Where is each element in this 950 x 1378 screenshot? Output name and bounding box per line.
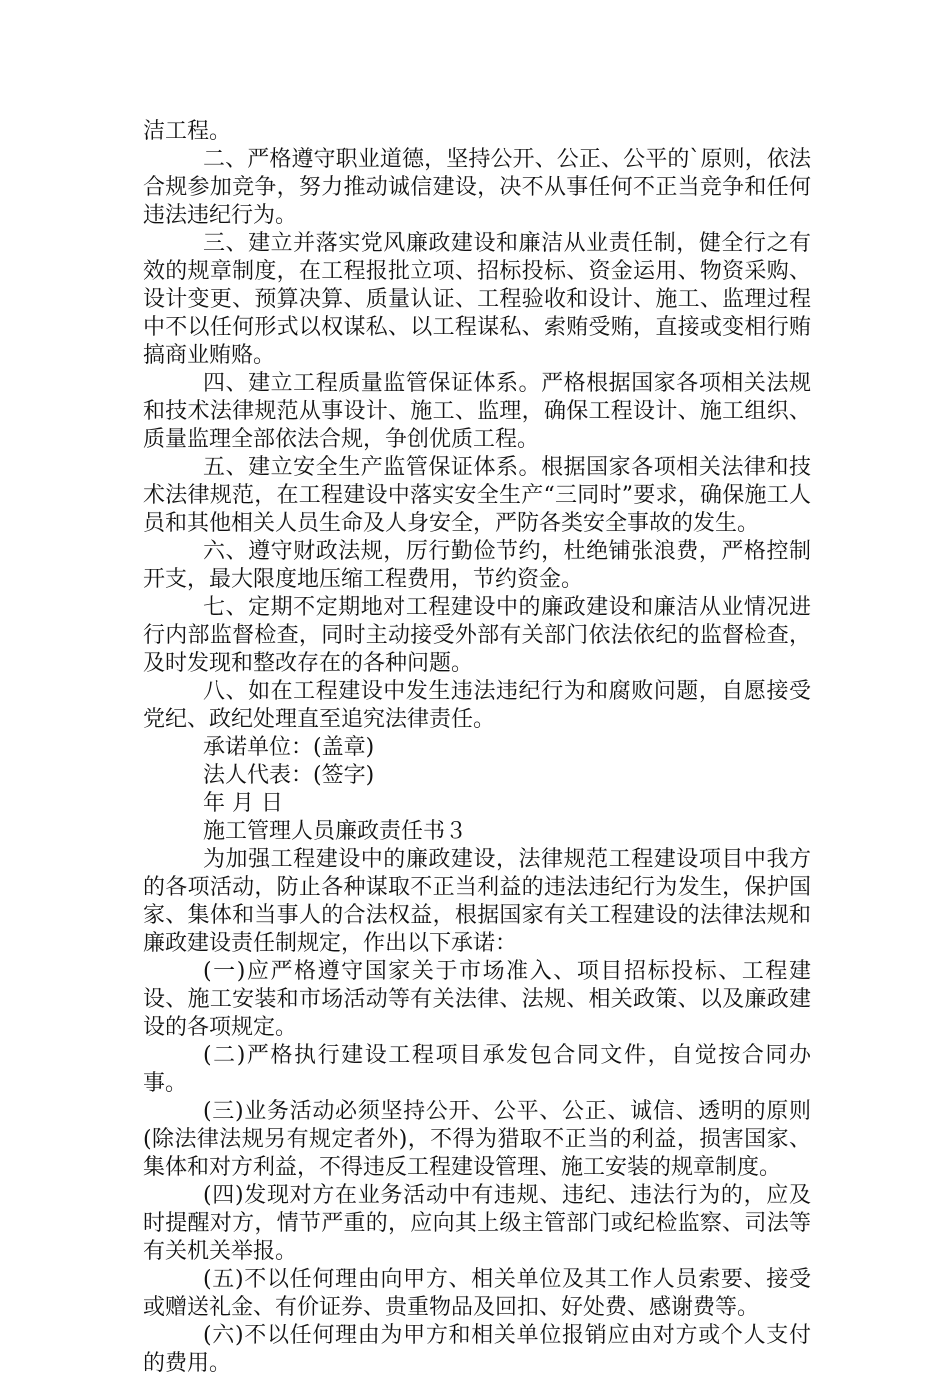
paragraph: (六)不以任何理由为甲方和相关单位报销应由对方或个人支付的费用。 [143,1323,811,1376]
paragraph: 为加强工程建设中的廉政建设，法律规范工程建设项目中我方的各项活动，防止各种谋取不正当利益的违法违纪行为发生，保护国家、集体和当事人的合法权益，根据国家有关工程建设的法律法规和廉政建设责任制规定，作出以下承诺： [143,847,811,956]
paragraph: 八、如在工程建设中发生违法违纪行为和腐败问题，自愿接受党纪、政纪处理直至追究法律责任。 [143,679,811,732]
paragraph: 七、定期不定期地对工程建设中的廉政建设和廉洁从业情况进行内部监督检查，同时主动接受外部有关部门依法依纪的监督检查，及时发现和整改存在的各种问题。 [143,595,811,676]
document-body [143,118,811,1378]
paragraph: (三)业务活动必须坚持公开、公平、公正、诚信、透明的原则(除法律法规另有规定者外)，不得为猎取不正当的利益，损害国家、集体和对方利益，不得违反工程建设管理、施工安装的规章制度。 [143,1099,811,1180]
paragraph: 二、严格遵守职业道德，坚持公开、公正、公平的`原则，依法合规参加竞争，努力推动诚信建设，决不从事任何不正当竞争和任何违法违纪行为。 [143,147,811,228]
paragraph: (二)严格执行建设工程项目承发包合同文件，自觉按合同办事。 [143,1043,811,1096]
paragraph: 三、建立并落实党风廉政建设和廉洁从业责任制，健全行之有效的规章制度，在工程报批立项、招标投标、资金运用、物资采购、设计变更、预算决算、质量认证、工程验收和设计、施工、监理过程中不以任何形式以权谋私、以工程谋私、索贿受贿，直接或变相行贿搞商业贿赂。 [143,231,811,368]
paragraph: 洁工程。 [143,119,232,144]
pledge-unit-line: 承诺单位：(盖章) [203,735,375,760]
paragraph: 四、建立工程质量监管保证体系。严格根据国家各项相关法规和技术法律规范从事设计、施工、监理，确保工程设计、施工组织、质量监理全部依法合规，争创优质工程。 [143,371,811,452]
date-line: 年 月 日 [203,791,283,816]
paragraph: 五、建立安全生产监管保证体系。根据国家各项相关法律和技术法律规范，在工程建设中落实安全生产“三同时”要求，确保施工人员和其他相关人员生命及人身安全，严防各类安全事故的发生。 [143,455,811,536]
paragraph: (四)发现对方在业务活动中有违规、违纪、违法行为的，应及时提醒对方，情节严重的，应向其上级主管部门或纪检监察、司法等有关机关举报。 [143,1183,811,1264]
paragraph: 六、遵守财政法规，厉行勤俭节约，杜绝铺张浪费，严格控制开支，最大限度地压缩工程费用，节约资金。 [143,539,811,592]
paragraph: (五)不以任何理由向甲方、相关单位及其工作人员索要、接受或赠送礼金、有价证券、贵重物品及回扣、好处费、感谢费等。 [143,1267,811,1320]
paragraph: (一)应严格遵守国家关于市场准入、项目招标投标、工程建设、施工安装和市场活动等有关法律、法规、相关政策、以及廉政建设的各项规定。 [143,959,811,1040]
legal-representative-line: 法人代表：(签字) [203,763,375,788]
section-title: 施工管理人员廉政责任书３ [203,819,468,844]
